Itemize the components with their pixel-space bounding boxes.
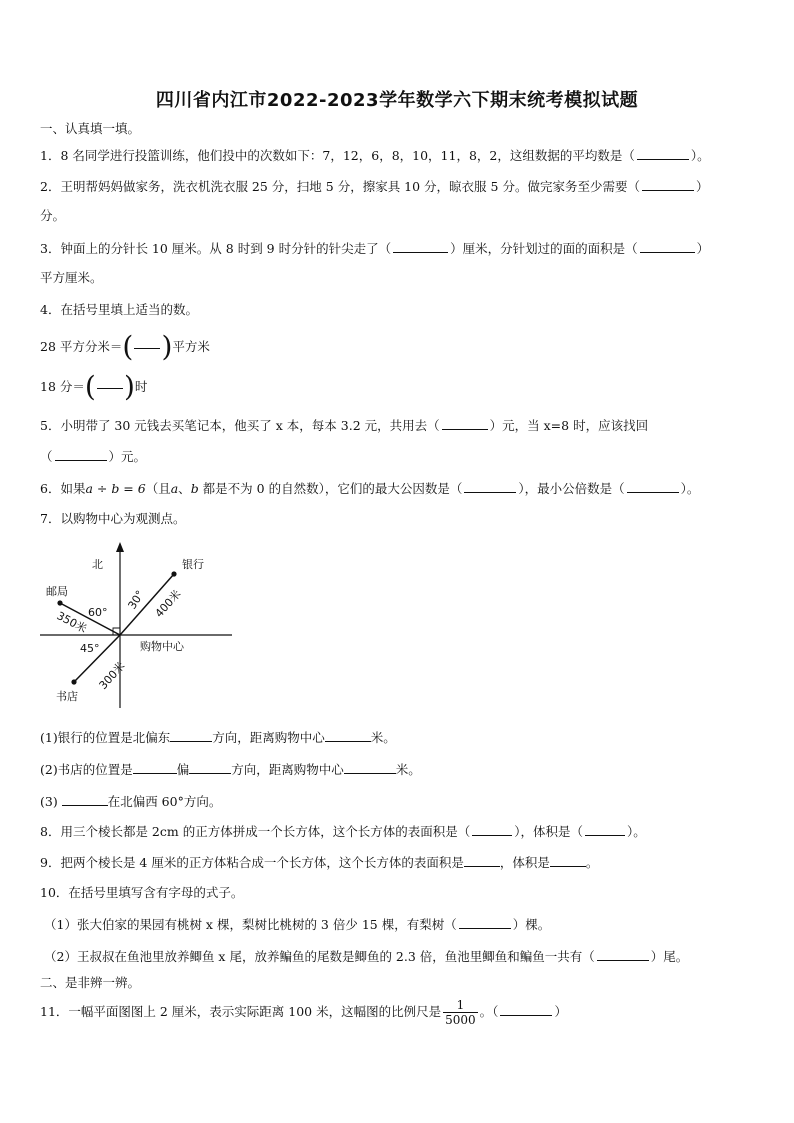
fraction-answer-box[interactable]: ( ): [84, 369, 135, 403]
answer-blank[interactable]: [464, 479, 516, 493]
question-6-part-b: （且: [145, 481, 171, 496]
question-10-1: [44, 915, 764, 934]
page-title: 四川省内江市2022-2023学年数学六下期末统考模拟试题: [155, 90, 639, 111]
answer-blank[interactable]: [627, 479, 679, 493]
section-heading-1: 一、认真填一填。: [40, 121, 141, 136]
question-7-1: [40, 728, 760, 747]
question-2-text: 2．王明帮妈妈做家务，洗衣机洗衣服 25 分，扫地 5 分，擦家具 10 分，晾衣服 5 分。做完家务至少需要（: [40, 179, 640, 194]
question-5-part-a: 5．小明带了 30 元钱去买笔记本，他买了 x 本，每本 3.2 元，共用去（: [40, 418, 440, 433]
bookstore-point: [71, 679, 76, 684]
question-9: [40, 853, 760, 872]
question-4-row-1-right: 平方米: [172, 339, 210, 354]
answer-blank[interactable]: [442, 416, 488, 430]
question-7-3-a: (3): [40, 794, 62, 809]
question-8-a: 8．用三个棱长都是 2cm 的正方体拼成一个长方体，这个长方体的表面积是（: [40, 824, 471, 839]
question-7-3-b: 在北偏西 60°方向。: [107, 794, 222, 809]
question-11-a: 11．一幅平面图图上 2 厘米，表示实际距离 100 米，这幅图的比例尺是: [40, 1004, 442, 1019]
answer-blank[interactable]: [55, 447, 107, 461]
question-5-line2: [40, 447, 760, 466]
answer-blank[interactable]: [62, 792, 108, 806]
question-6-expression: a ÷ b = 6: [85, 481, 146, 496]
bank-point: [171, 571, 176, 576]
answer-blank[interactable]: [585, 822, 625, 836]
answer-blank[interactable]: [642, 177, 694, 191]
question-9-c: 。: [585, 855, 599, 870]
question-3-part-b: ）厘米，分针划过的面的面积是（: [450, 241, 638, 256]
question-4-row-1-left: 28 平方分米＝: [40, 339, 123, 354]
question-6-part-a: 6．如果: [40, 481, 86, 496]
question-6-sep: 、: [178, 481, 191, 496]
question-5-line2-a: （: [40, 449, 53, 464]
question-1-text: 1．8 名同学进行投篮训练，他们投中的次数如下：7，12，6，8，10，11，8，2，这组数据的平均数是（: [40, 148, 635, 163]
answer-blank[interactable]: [189, 760, 231, 774]
question-2: [40, 177, 760, 196]
question-7-1-c: 米。: [370, 730, 396, 745]
question-3-part-a: 3．钟面上的分针长 10 厘米。从 8 时到 9 时分针的针尖走了（: [40, 241, 392, 256]
question-4-row-2-right: 时: [134, 379, 148, 394]
answer-blank[interactable]: [464, 853, 500, 867]
distance-350-label: 350米: [54, 609, 89, 636]
fraction-numerator: 1: [443, 998, 478, 1013]
answer-blank[interactable]: [640, 239, 695, 253]
question-5-line2-b: ）元。: [108, 449, 147, 464]
question-4-row-1: [40, 329, 760, 363]
angle-30-label: 30°: [125, 588, 147, 612]
distance-300-label: 300米: [96, 659, 128, 693]
scale-fraction: [443, 998, 478, 1027]
question-6-part-f: 都是不为 0 的自然数），它们的最大公因数是（: [198, 481, 463, 496]
answer-blank[interactable]: [393, 239, 448, 253]
bank-label: 银行: [182, 558, 204, 571]
question-7-2-a: (2)书店的位置是: [40, 762, 133, 777]
fraction-answer-box[interactable]: ( ): [122, 329, 173, 363]
question-1: [40, 146, 760, 165]
question-6-part-g: ），最小公倍数是（: [518, 481, 625, 496]
question-11-b: 。（: [479, 1004, 499, 1019]
answer-blank[interactable]: [472, 822, 512, 836]
answer-blank[interactable]: [325, 728, 371, 742]
question-9-b: ，体积是: [499, 855, 550, 870]
question-3: [40, 239, 760, 258]
question-7-1-a: (1)银行的位置是北偏东: [40, 730, 171, 745]
answer-blank[interactable]: [133, 760, 177, 774]
question-6-var-a: a: [170, 481, 179, 496]
question-3-part-c: ）: [696, 241, 710, 256]
section-heading-2: 二、是非辨一辨。: [40, 975, 141, 990]
answer-blank[interactable]: [637, 146, 689, 160]
answer-blank[interactable]: [459, 915, 511, 929]
question-4-row-2-left: 18 分＝: [40, 379, 85, 394]
answer-blank[interactable]: [344, 760, 396, 774]
question-6-part-h: ）。: [680, 481, 700, 496]
post-office-point: [57, 600, 62, 605]
question-10-1-a: （1）张大伯家的果园有桃树 x 棵，梨树比桃树的 3 倍少 15 棵，有梨树（: [44, 917, 457, 932]
question-7-2-d: 米。: [395, 762, 421, 777]
direction-diagram: [36, 540, 236, 710]
question-2-line2: 分。: [40, 208, 66, 223]
post-office-label: 邮局: [46, 585, 68, 598]
question-9-a: 9．把两个棱长是 4 厘米的正方体粘合成一个长方体，这个长方体的表面积是: [40, 855, 464, 870]
question-7-2-c: 方向，距离购物中心: [231, 762, 344, 777]
bookstore-label: 书店: [56, 690, 78, 703]
question-8-c: ）。: [626, 824, 646, 839]
question-7-1-b: 方向，距离购物中心: [212, 730, 325, 745]
question-11: [40, 996, 760, 1028]
question-7-2-b: 偏: [176, 762, 190, 777]
question-8: [40, 822, 760, 841]
question-10-2-b: ）尾。: [650, 949, 689, 964]
question-7: 7．以购物中心为观测点。: [40, 511, 186, 526]
question-10: 10．在括号里填写含有字母的式子。: [40, 885, 244, 900]
angle-60-label: 60°: [88, 606, 108, 619]
question-7-2: [40, 760, 760, 779]
question-5-part-b: ）元，当 x=8 时，应该找回: [489, 418, 649, 433]
question-8-b: ），体积是（: [514, 824, 583, 839]
question-1-end: ）。: [690, 148, 710, 163]
question-4: 4．在括号里填上适当的数。: [40, 302, 198, 317]
question-7-3: [40, 792, 760, 811]
question-6-var-b: b: [190, 481, 199, 496]
answer-blank[interactable]: [597, 947, 649, 961]
shopping-center-label: 购物中心: [140, 640, 184, 653]
answer-blank[interactable]: [500, 1002, 552, 1016]
question-2-end: ）: [695, 179, 709, 194]
north-label: 北: [92, 558, 103, 571]
fraction-denominator: 5000: [445, 1013, 476, 1027]
angle-45-label: 45°: [80, 642, 100, 655]
question-11-c: ）: [554, 1004, 567, 1019]
question-10-2-a: （2）王叔叔在鱼池里放养鲫鱼 x 尾，放养鳊鱼的尾数是鲫鱼的 2.3 倍，鱼池里鲫鱼和鳊鱼一共有（: [44, 949, 595, 964]
question-3-line2: 平方厘米。: [40, 270, 103, 285]
question-4-row-2: [40, 369, 760, 403]
question-10-2: [44, 947, 764, 966]
answer-blank[interactable]: [170, 728, 212, 742]
north-arrow-icon: [116, 542, 124, 552]
question-6: [40, 479, 760, 498]
distance-400-label: 400米: [152, 587, 184, 621]
question-5: [40, 416, 760, 435]
answer-blank[interactable]: [550, 853, 586, 867]
question-10-1-b: ）棵。: [512, 917, 551, 932]
